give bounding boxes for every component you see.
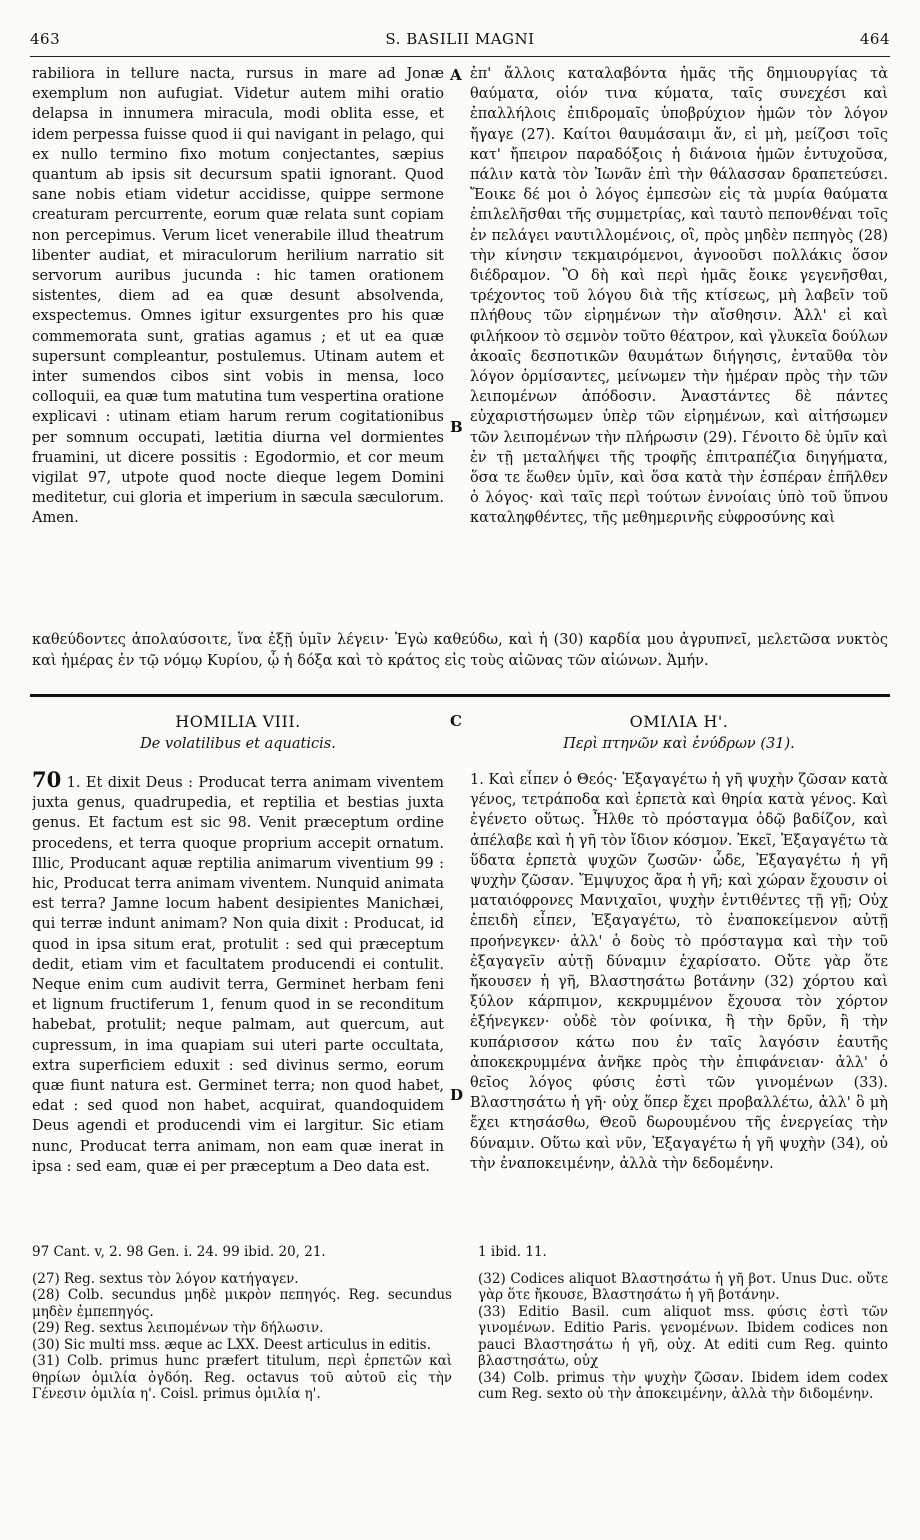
margin-marker-c: C (450, 712, 462, 730)
latin-column-top (32, 64, 444, 644)
note-right-2: (32) Codices aliquot Βλαστησάτω ἡ γῆ βοτ. Unus Duc. οὔτε γὰρ ὅτε ἤκουσε, Βλαστησάτω ἡ γῆ βοτάνην. (478, 1270, 888, 1303)
greek-homily-title: ΟΜΙΛΙΑ Η'. (629, 712, 729, 731)
page-number-right: 464 (859, 30, 890, 48)
latin-homily-subtitle: De volatilibus et aquaticis. (140, 736, 336, 752)
greek-column-top (470, 64, 888, 624)
note-right-3: (33) Editio Basil. cum aliquot mss. φύσις ἐστὶ τῶν γινομένων. Editio Paris. γενομένων. Ibidem codices non pauci Βλαστησάτω ἡ γῆ, οὐχ. At editi cum Reg. quinto βλαστησάτω, οὐχ (478, 1303, 888, 1369)
note-left-5: (30) Sic multi mss. æque ac LXX. Deest articulus in editis. (32, 1336, 431, 1353)
notes-left (32, 1244, 452, 1403)
greek-text-top: ἐπ' ἄλλοις καταλαβόντα ἡμᾶς τῆς δημιουργίας τὰ θαύματα, οἱόν τινα κύματα, ταῖς συνεχέσι καὶ ἐπαλλήλοις ἐπιδρομαῖς ὑποβρύχιον ἡμῶν τὸν λόγον ἤγαγε (27). Καίτοι θαυμάσαιμι ἄν, εἰ μὴ, μείζοσι τοῖς κατ' ἤπειρον παραδόξοις ἡ διάνοια ἡμῶν ἐντυχοῦσα, πάλιν κατὰ τὸν Ἰωνᾶν ἐπὶ τὴν θάλασσαν δραπετεύσει. Ἔοικε δέ μοι ὁ λόγος ἐμπεσὼν εἰς τὰ μυρία θαύματα ἐπιλελῆσθαι τῆς συμμετρίας, καὶ ταυτὸ πεπονθέναι τοῖς ἐν πελάγει ναυτιλλομένοις, οἳ, πρὸς μηδὲν πεπηγὸς (28) τὴν κίνησιν τεκμαιρόμενοι, ἀγνοοῦσι πολλάκις ὅσον διέδραμον. Ὃ δὴ καὶ περὶ ἡμᾶς ἔοικε γεγενῆσθαι, τρέχοντος τοῦ λόγου διὰ τῆς κτίσεως, μὴ λαβεῖν τοῦ πλήθους τῶν εἰρημένων τὴν αἴσθησιν. Ἀλλ' εἰ καὶ φιλήκοον τὸ σεμνὸν τοῦτο θέατρον, καὶ γλυκεῖα δούλων ἀκοαῖς δεσποτικῶν θαυμάτων διήγησις, ἐνταῦθα τὸν λόγον ὁρμίσαντες, μείνωμεν τὴν ἡμέραν πρὸς τὴν τῶν λειπομένων ἀπόδοσιν. Ἀναστάντες δὲ πάντες εὐχαριστήσωμεν ὑπὲρ τῶν εἰρημένων, καὶ αἰτήσωμεν τῶν λειπομένων τὴν πλήρωσιν (29). Γένοιτο δὲ ὑμῖν καὶ ἐν τῇ μεταλήψει τῆς τροφῆς ἐπιτραπέζια διηγήματα, ὅσα τε ἕωθεν ὑμῖν, καὶ ὅσα κατὰ τὴν ἑσπέραν ἐπῆλθεν ὁ λόγος· καὶ ταῖς περὶ τούτων ἐννοίαις ὑπὸ τοῦ ὕπνου καταληφθέντες, τῆς μεθημερινῆς εὐφροσύνης καὶ (470, 66, 888, 527)
note-right-1: 1 ibid. 11. (478, 1244, 547, 1260)
latin-text-homily: 1. Et dixit Deus : Producat terra animam viventem juxta genus, quadrupedia, et reptilia et bestias juxta genus. Et factum est sic 98. Venit præceptum ordine procedens, et terra quoque proprium accepit ornatum. Illic, Producant aquæ reptilia animarum viventium 99 : hic, Producat terra animam viventem. Nunquid animata est terra? Jamne locum habent desipientes Manichæi, qui terræ indunt animam? Non quia dixit : Producat, id quod in ipsa situm erat, protulit : sed qui præceptum dedit, etiam vim et facultatem producendi ei contulit. Neque enim cum audivit terra, Germinet herbam feni et lignum fructiferum 1, fenum quod in se reconditum habebat, protulit; neque palmam, aut quercum, aut cupressum, in ima quapiam sui uteri parte occultata, extra superficiem eduxit : sed divinus sermo, eorum quæ fiunt natura est. Germinet terra; non quod habet, edat : sed quod non habet, acquirat, quandoquidem Deus agendi et producendi vim ei largitur. Sic etiam nunc, Producat terra animam, non eam quæ inerat in ipsa : sed eam, quæ ei per præceptum a Deo data est. (32, 775, 444, 1175)
note-left-3: (28) Colb. secundus μηδὲ μικρὸν πεπηγός. Reg. secundus μηδὲν ἐμπεπηγός. (32, 1287, 452, 1320)
greek-text-homily: 1. Καὶ εἶπεν ὁ Θεός· Ἐξαγαγέτω ἡ γῆ ψυχὴν ζῶσαν κατὰ γένος, τετράποδα καὶ ἑρπετὰ καὶ θηρία κατὰ γένος. Καὶ ἐγένετο οὕτως. Ἦλθε τὸ πρόσταγμα ὁδῷ βαδίζον, καὶ ἀπέλαβε καὶ ἡ γῆ τὸν ἴδιον κόσμον. Ἐκεῖ, Ἐξαγαγέτω τὰ ὕδατα ἑρπετὰ ψυχῶν ζωσῶν· ὧδε, Ἐξαγαγέτω ἡ γῆ ψυχὴν ζῶσαν. Ἔμψυχος ἄρα ἡ γῆ; καὶ χώραν ἔχουσιν οἱ ματαιόφρονες Μανιχαῖοι, ψυχὴν ἐντιθέντες τῇ γῇ; Οὐχ ἐπειδὴ εἶπεν, Ἐξαγαγέτω, τὸ ἐναποκείμενον αὐτῇ προήνεγκεν· ἀλλ' ὁ δοὺς τὸ πρόσταγμα καὶ τὴν τοῦ ἐξαγαγεῖν αὐτῇ δύναμιν ἐχαρίσατο. Οὔτε γὰρ ὅτε ἤκουσεν ἡ γῆ, Βλαστησάτω βοτάνην (32) χόρτου καὶ ξύλον κάρπιμον, κεκρυμμένον ἔχουσα τὸν χόρτον ἐξήνεγκεν· οὐδὲ τὸν φοίνικα, ἢ τὴν δρῦν, ἢ τὴν κυπάρισσον κάτω που ἐν ταῖς λαγόσιν ἑαυτῆς ἀποκεκρυμμένα ἀνῆκε πρὸς τὴν ἐπιφάνειαν· ἀλλ' ὁ θεῖος λόγος φύσις ἐστὶ τῶν γινομένων (33). Βλαστησάτω ἡ γῆ· οὐχ ὅπερ ἔχει προβαλλέτω, ἀλλ' ὃ μὴ ἔχει κτησάσθω, Θεοῦ δωρουμένου τῆς ἐνεργείας τὴν δύναμιν. Οὕτω καὶ νῦν, Ἐξαγαγέτω ἡ γῆ ψυχὴν (34), οὐ τὴν ἐναποκειμένην, ἀλλὰ τὴν δεδομένην. (470, 772, 888, 1172)
running-header (30, 30, 890, 54)
header-rule (30, 56, 890, 57)
full-width-paragraph (32, 630, 888, 671)
notes-right (478, 1244, 888, 1403)
note-left-6: (31) Colb. primus hunc præfert titulum, περὶ ἑρπετῶν καὶ θηρίων ὁμιλία ὀγδόη. Reg. octavus τοῦ αὐτοῦ εἰς τὴν Γένεσιν ὁμιλία η'. Coisl. primus ὁμιλία η'. (32, 1353, 452, 1402)
note-left-1: 97 Cant. v, 2. 98 Gen. i. 24. 99 ibid. 20, 21. (32, 1244, 326, 1260)
greek-column-homily (470, 770, 888, 1240)
note-left-4: (29) Reg. sextus λειπομένων τὴν δήλωσιν. (32, 1320, 324, 1336)
margin-marker-b: B (450, 418, 463, 436)
column-number: 70 (32, 770, 62, 792)
running-title: S. BASILII MAGNI (385, 30, 535, 48)
margin-marker-d: D (450, 1086, 464, 1104)
note-left-2: (27) Reg. sextus τὸν λόγον κατήγαγεν. (32, 1270, 299, 1287)
greek-text-full: καθεύδοντες ἀπολαύσοιτε, ἵνα ἐξῇ ὑμῖν λέγειν· Ἐγὼ καθεύδω, καὶ ἡ (30) καρδία μου ἀγρυπνεῖ, μελετῶσα νυκτὸς καὶ ἡμέρας ἐν τῷ νόμῳ Κυρίου, ᾧ ἡ δόξα καὶ τὸ κράτος εἰς τοὺς αἰῶνας τῶν αἰώνων. Ἀμήν. (32, 632, 888, 669)
latin-column-homily (32, 770, 444, 1242)
note-right-4: (34) Colb. primus τὴν ψυχὴν ζῶσαν. Ibidem idem codex cum Reg. sexto οὐ τὴν ἀποκειμένην, ἀλλὰ τὴν διδομένην. (478, 1369, 888, 1402)
greek-homily-subtitle: Περὶ πτηνῶν καὶ ἐνύδρων (31). (563, 736, 795, 752)
section-rule (30, 694, 890, 697)
margin-marker-a: A (450, 66, 462, 84)
latin-homily-title: HOMILIA VIII. (175, 712, 301, 731)
latin-text-top: rabiliora in tellure nacta, rursus in mare ad Jonæ exemplum non aufugiat. Videtur autem mihi oratio delapsa in innumera miracula, modi oblita esse, et idem perpessa fuisse quod ii qui navigant in pelago, qui ex nullo termino fixo motum conjectantes, sæpius quantum ab ipsis sit decursum spatii ignorant. Quod sane nobis etiam videtur accidisse, quippe sermone creaturam percurrente, eorum quæ relata sunt copiam non percepimus. Verum licet venerabile illud theatrum libenter audiat, et miraculorum herilium narratio sit servorum auribus jucunda : hic tamen orationem sistentes, diem ad ea quæ desunt absolvenda, exspectemus. Omnes igitur exsurgentes pro his quæ commemorata sunt, gratias agamus ; et ut ea quæ supersunt compleantur, postulemus. Utinam autem et inter sumendos cibos sint vobis in mensa, loco colloquii, ea quæ tum matutina tum vespertina oratione explicavi : utinam etiam harum rerum cogitationibus per somnum occupati, lætitia diurna vel dormientes fruamini, ut dicere possitis : Egodormio, et cor meum vigilat 97, utpote quod nocte dieque legem Domini meditetur, cui gloria et imperium in sæcula sæculorum. Amen. (32, 66, 444, 527)
page-number-left: 463 (30, 30, 61, 48)
